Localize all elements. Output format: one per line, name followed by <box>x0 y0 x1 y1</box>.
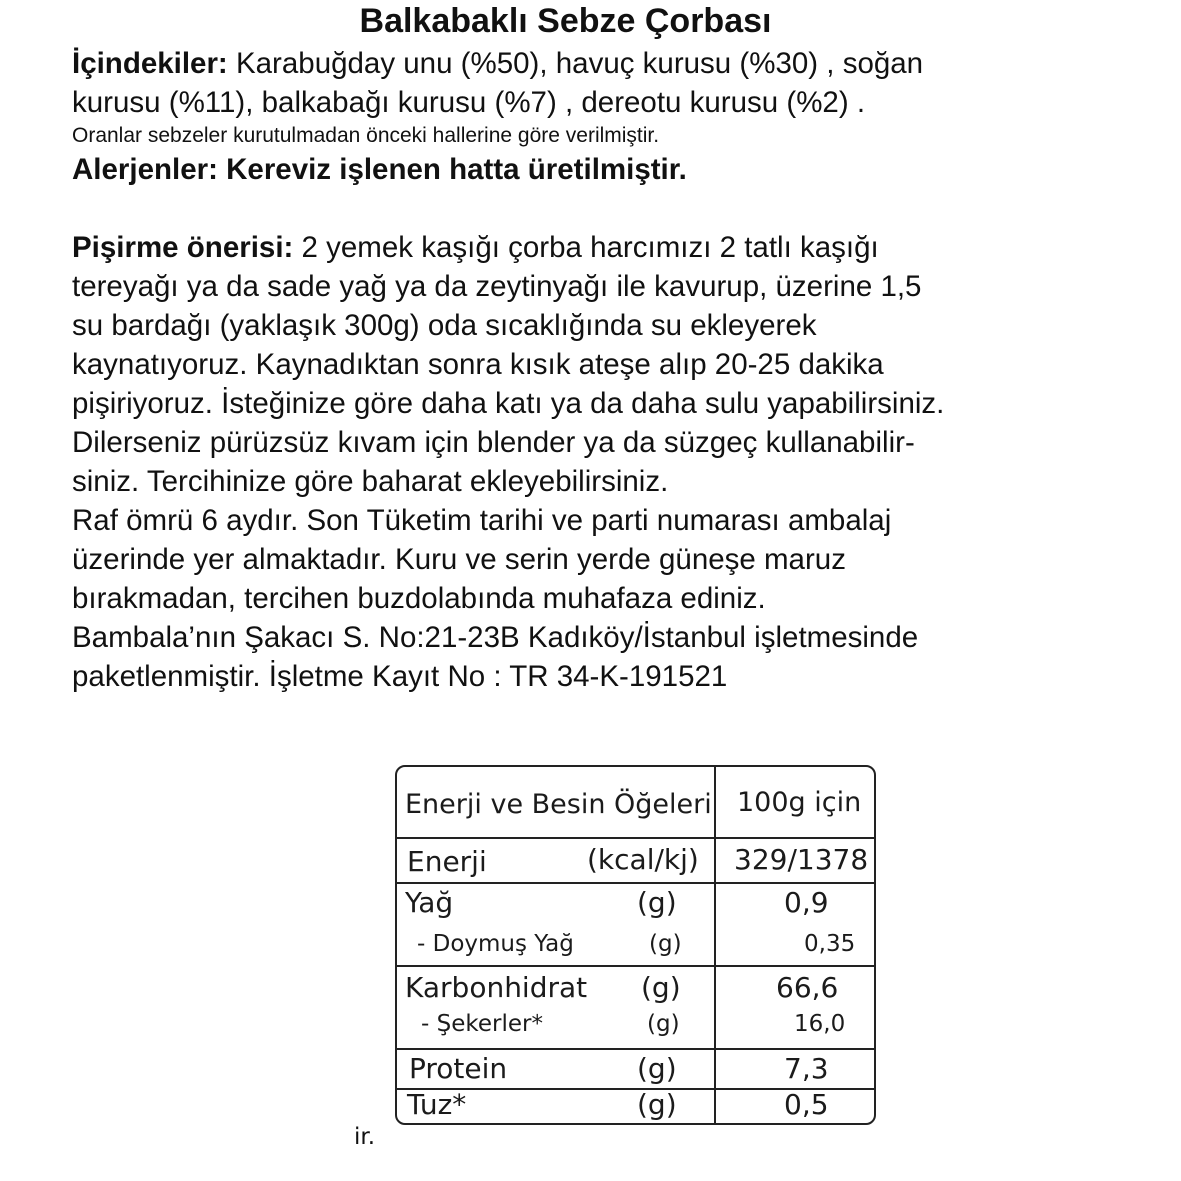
ingredients-line-2: kurusu (%11), balkabağı kurusu (%7) , dereotu kurusu (%2) . <box>72 86 866 119</box>
saturated-fat-value: 0,35 <box>804 931 856 957</box>
protein-row <box>397 1050 874 1090</box>
energy-row <box>397 839 874 884</box>
energy-name: Enerji <box>407 845 487 878</box>
protein-value: 7,3 <box>784 1052 829 1085</box>
product-title: Balkabaklı Sebze Çorbası <box>359 2 772 40</box>
cooking-text-1: 2 yemek kaşığı çorba harcımızı 2 tatlı kaşığı <box>301 231 879 264</box>
sugars-unit: (g) <box>647 1011 680 1037</box>
sugars-value: 16,0 <box>794 1011 846 1037</box>
cooking-line: Dilerseniz pürüzsüz kıvam için blender ya da süzgeç kullanabilir- <box>72 426 915 459</box>
producer-line: paketlenmiştir. İşletme Kayıt No : TR 34-K-191521 <box>72 660 728 693</box>
carbohydrate-name: Karbonhidrat <box>405 971 588 1004</box>
cooking-line: tereyağı ya da sade yağ ya da zeytinyağı ile kavurup, üzerine 1,5 <box>72 270 922 303</box>
fat-row <box>397 884 874 967</box>
ingredients-note: Oranlar sebzeler kurutulmadan önceki hallerine göre verilmiştir. <box>72 124 660 147</box>
fat-name: Yağ <box>405 886 454 919</box>
saturated-fat-name: - Doymuş Yağ <box>417 931 574 957</box>
nutrition-header-row <box>397 767 874 839</box>
cooking-label: Pişirme önerisi: <box>72 231 294 264</box>
cooking-line: su bardağı (yaklaşık 300g) oda sıcaklığında su ekleyerek <box>72 309 817 342</box>
cooking-line: pişiriyoruz. İsteğinize göre daha katı ya da daha sulu yapabilirsiniz. <box>72 387 945 420</box>
salt-value: 0,5 <box>784 1088 829 1121</box>
protein-unit: (g) <box>637 1052 677 1085</box>
allergens-statement: Alerjenler: Kereviz işlenen hatta üretilmiştir. <box>72 153 687 186</box>
label-text <box>72 44 1132 696</box>
storage-line: bırakmadan, tercihen buzdolabında muhafaza ediniz. <box>72 582 766 615</box>
carbohydrate-value: 66,6 <box>776 971 839 1004</box>
cooking-line-1 <box>72 228 1132 267</box>
producer-line: Bambala’nın Şakacı S. No:21-23B Kadıköy/İstanbul işletmesinde <box>72 621 919 654</box>
sugars-name: - Şekerler* <box>421 1011 543 1037</box>
energy-unit: (kcal/kj) <box>587 843 699 876</box>
ingredients-label: İçindekiler: <box>72 47 228 80</box>
protein-name: Protein <box>409 1052 508 1085</box>
cooking-line: siniz. Tercihinize göre baharat ekleyebilirsiniz. <box>72 465 669 498</box>
storage-line: Raf ömrü 6 aydır. Son Tüketim tarihi ve parti numarası ambalaj <box>72 504 892 537</box>
nutrition-table <box>395 765 876 1125</box>
carbohydrate-unit: (g) <box>641 971 681 1004</box>
ingredients-text-1: Karabuğday unu (%50), havuç kurusu (%30) , soğan <box>235 47 924 80</box>
nutrition-header-label: Enerji ve Besin Öğeleri <box>405 789 712 820</box>
salt-row <box>397 1090 874 1125</box>
energy-value: 329/1378 <box>734 843 869 876</box>
carbohydrate-row <box>397 967 874 1050</box>
paragraph-gap <box>72 189 1132 228</box>
salt-unit: (g) <box>637 1088 677 1121</box>
fat-value: 0,9 <box>784 886 829 919</box>
salt-name: Tuz* <box>407 1088 467 1121</box>
stray-text-fragment: ir. <box>354 1124 376 1150</box>
saturated-fat-unit: (g) <box>649 931 682 957</box>
ingredients-line-1 <box>72 44 1132 83</box>
cooking-line: kaynatıyoruz. Kaynadıktan sonra kısık ateşe alıp 20-25 dakika <box>72 348 884 381</box>
nutrition-header-value: 100g için <box>737 787 862 818</box>
storage-line: üzerinde yer almaktadır. Kuru ve serin yerde güneşe maruz <box>72 543 846 576</box>
fat-unit: (g) <box>637 886 677 919</box>
